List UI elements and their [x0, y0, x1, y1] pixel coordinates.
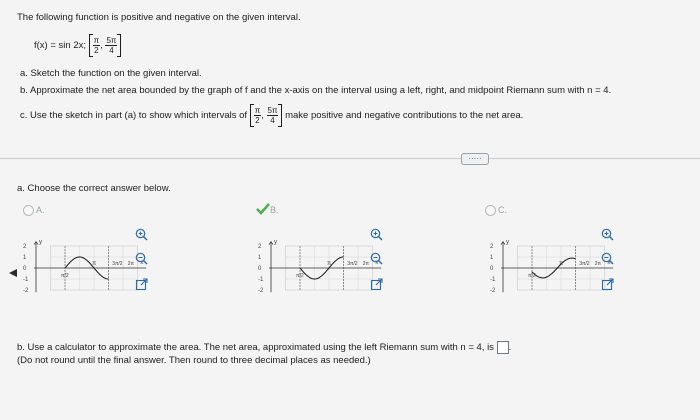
interval-upper-den: 4: [109, 46, 114, 55]
option-b-zoom-in-icon[interactable]: [370, 228, 383, 241]
magnifier-handle: [610, 261, 613, 264]
x-tick-pi: π: [327, 261, 332, 267]
part-c-post: make positive and negative contributions to the net area.: [285, 110, 524, 122]
y-tick-label: 2: [23, 244, 27, 250]
x-axis-label: x: [607, 260, 611, 266]
y-tick-label: -1: [258, 277, 264, 283]
expand-arrow: [376, 279, 382, 285]
y-axis-label: y: [506, 239, 509, 246]
x-tick-pi-over-2: π/2: [61, 273, 69, 279]
x-tick-2pi: 2π: [127, 261, 134, 267]
question-intro: The following function is positive and negative on the given interval.: [17, 12, 301, 23]
y-tick-label: 0: [258, 266, 262, 272]
choose-prompt: a. Choose the correct answer below.: [17, 183, 171, 194]
y-tick-label: 2: [490, 244, 494, 250]
magnifier-handle: [379, 237, 382, 240]
magnifier-handle: [610, 237, 613, 240]
y-tick-label: 1: [258, 255, 262, 261]
magnifier-handle: [144, 261, 147, 264]
magnifier-handle: [144, 237, 147, 240]
option-a-radio[interactable]: [23, 205, 34, 216]
x-tick-pi-over-2: π/2: [528, 273, 536, 279]
x-tick-pi-over-2: π/2: [296, 273, 304, 279]
option-c-zoom-in-icon[interactable]: [601, 228, 614, 241]
x-axis-label: x: [140, 260, 144, 266]
interval-lower-num: π: [93, 36, 100, 45]
interval-upper-num: 5π: [106, 36, 117, 45]
part-a-text: a. Sketch the function on the given interval.: [20, 68, 202, 79]
x-tick-3pi-over-2: 3π/2: [579, 261, 590, 267]
option-a-zoom-out-icon[interactable]: [135, 252, 148, 265]
x-axis-label: x: [375, 260, 379, 266]
x-tick-pi: π: [92, 261, 97, 267]
y-tick-label: -1: [23, 277, 29, 283]
part-c-pre: c. Use the sketch in part (a) to show which intervals of: [20, 110, 248, 122]
option-b-zoom-out-icon[interactable]: [370, 252, 383, 265]
option-b-expand-icon[interactable]: [370, 278, 383, 291]
y-tick-label: 0: [23, 266, 27, 272]
option-c-label: C.: [498, 205, 507, 215]
y-tick-label: 1: [490, 255, 494, 261]
function-definition: [34, 36, 121, 55]
y-tick-label: -1: [490, 277, 496, 283]
part-b-answer-line: b. Use a calculator to approximate the area. The net area, approximated using the left Riemann sum with n = 4, is .: [17, 342, 512, 354]
part-b-instruction: (Do not round until the final answer. Then round to three decimal places as needed.): [17, 355, 371, 366]
option-b-label: B.: [270, 205, 279, 215]
y-tick-label: -2: [23, 288, 29, 294]
y-axis-label: y: [274, 239, 277, 246]
interval-lower-den: 2: [94, 46, 99, 55]
magnifier-handle: [379, 261, 382, 264]
option-b-check-icon[interactable]: [256, 203, 270, 215]
function-lhs: f(x) = sin 2x;: [34, 40, 86, 52]
part-b-text: b. Approximate the net area bounded by the graph of f and the x-axis on the interval using a left, right, and midpoint Riemann sum with n = 4.: [20, 85, 612, 96]
y-tick-label: 2: [258, 244, 262, 250]
arrow-pointer-icon: [8, 268, 18, 278]
part-b-answer-input[interactable]: [497, 341, 509, 354]
interval-bracket: $\frac{\pi}{2}$, $\frac{5\pi}{4}$: [89, 36, 122, 55]
option-b-graph: [257, 222, 379, 314]
y-tick-label: -2: [490, 288, 496, 294]
y-tick-label: 1: [23, 255, 27, 261]
x-tick-2pi: 2π: [362, 261, 369, 267]
y-tick-label: -2: [258, 288, 264, 294]
option-a-expand-icon[interactable]: [135, 278, 148, 291]
x-tick-3pi-over-2: 3π/2: [112, 261, 123, 267]
y-axis-label: y: [39, 239, 42, 246]
x-tick-3pi-over-2: 3π/2: [347, 261, 358, 267]
y-tick-label: 0: [490, 266, 494, 272]
option-a-zoom-in-icon[interactable]: [135, 228, 148, 241]
option-c-zoom-out-icon[interactable]: [601, 252, 614, 265]
option-a-graph: [22, 222, 144, 314]
option-c-radio[interactable]: [485, 205, 496, 216]
expand-arrow: [607, 279, 613, 285]
part-c-interval: $\frac{\pi}{2}$, $\frac{5\pi}{4}$: [250, 106, 283, 125]
option-a-label: A.: [36, 205, 45, 215]
section-divider: [0, 158, 700, 159]
expand-arrow: [141, 279, 147, 285]
x-tick-pi: π: [559, 261, 564, 267]
more-button[interactable]: ·····: [461, 153, 489, 165]
part-c-line: [20, 106, 523, 125]
option-c-expand-icon[interactable]: [601, 278, 614, 291]
x-tick-2pi: 2π: [594, 261, 601, 267]
option-c-graph: [489, 222, 611, 314]
part-b-answer-prompt: b. Use a calculator to approximate the area. The net area, approximated using the left Riemann sum with n = 4, is: [17, 342, 494, 354]
